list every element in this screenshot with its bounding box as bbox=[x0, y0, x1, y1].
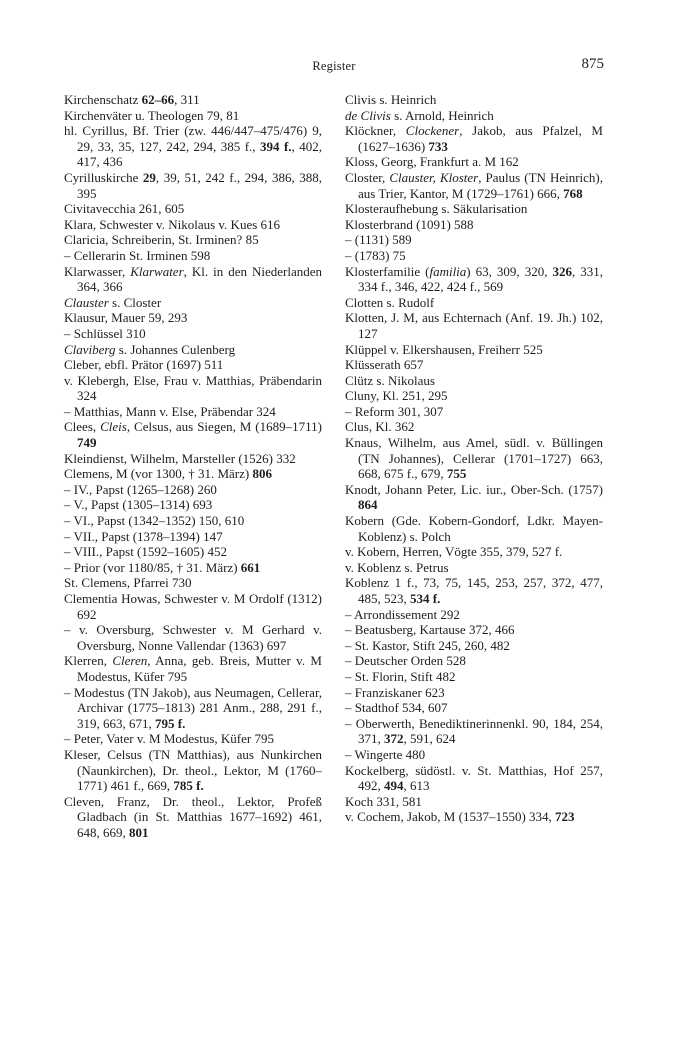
entry-text: , 311 bbox=[174, 92, 200, 107]
index-entry bbox=[345, 716, 603, 747]
entry-text: – Arrondissement 292 bbox=[345, 606, 460, 622]
entry-text: , Celsus, aus Siegen, M (1689–1711) bbox=[126, 419, 322, 435]
index-entry bbox=[64, 326, 322, 342]
entry-text: Clütz s. Nikolaus bbox=[345, 372, 435, 388]
entry-text: – Schlüssel 310 bbox=[64, 325, 146, 341]
entry-text: v. Kobern, Herren, Vögte 355, 379, 527 f. bbox=[345, 544, 563, 560]
entry-text: , 331, 334 f., 346, 422, 424 f., 569 bbox=[358, 263, 604, 295]
index-entry bbox=[345, 123, 603, 154]
entry-text: v. Cochem, Jakob, M (1537–1550) 334, bbox=[345, 809, 556, 825]
entry-text: Knodt, Johann Peter, Lic. iur., Ober-Sch. (1757) bbox=[345, 481, 603, 497]
entry-text: Kleser, Celsus (TN Matthias), aus Nunkirchen (Naunkirchen), Dr. theol., Lektor, M (1760–1771) 461 f., 669, bbox=[64, 746, 322, 794]
entry-text: – Peter, Vater v. M Modestus, Küfer 795 bbox=[64, 731, 274, 747]
entry-text: – VI., Papst (1342–1352) 150, 610 bbox=[64, 513, 245, 529]
entry-text: Cluny, Kl. 251, 295 bbox=[345, 388, 448, 404]
index-entry bbox=[345, 232, 603, 248]
index-entry bbox=[64, 747, 322, 794]
index-entry bbox=[345, 809, 603, 825]
entry-text: , 591, 624 bbox=[403, 731, 456, 747]
entry-text: – (1131) 589 bbox=[345, 232, 412, 248]
main-reference: 326 bbox=[552, 263, 572, 279]
entry-text: hl. Cyrillus, Bf. Trier (zw. 446/447–475/476) 9, 29, 33, 35, 127, 242, 294, 385 f., bbox=[64, 123, 322, 154]
index-entry bbox=[64, 357, 322, 373]
entry-text: Closter, bbox=[345, 169, 390, 185]
entry-text: Klara, Schwester v. Nikolaus v. Kues 616 bbox=[64, 216, 281, 232]
index-entry bbox=[345, 435, 603, 482]
index-entry bbox=[64, 591, 322, 622]
index-entry bbox=[345, 638, 603, 654]
index-entry bbox=[64, 497, 322, 513]
entry-text: Clemens, M (vor 1300, † 31. März) bbox=[64, 466, 253, 482]
main-reference: 534 f. bbox=[410, 591, 441, 606]
index-entry bbox=[64, 217, 322, 233]
entry-text: , Anna, geb. Breis, Mutter v. M Modestus, Küfer 795 bbox=[77, 653, 322, 684]
variant-spelling: Clockener bbox=[405, 123, 460, 139]
index-entry bbox=[345, 794, 603, 810]
index-entry bbox=[345, 513, 603, 544]
index-entry bbox=[345, 310, 603, 341]
main-reference: 768 bbox=[563, 185, 583, 201]
index-entry bbox=[345, 264, 603, 295]
page-header bbox=[64, 56, 604, 80]
index-column-left bbox=[64, 92, 322, 841]
index-entry bbox=[345, 170, 603, 201]
index-entry bbox=[345, 482, 603, 513]
entry-text: – Stadthof 534, 607 bbox=[345, 700, 448, 716]
entry-text: – V., Papst (1305–1314) 693 bbox=[64, 497, 213, 513]
page-number: 875 bbox=[581, 56, 604, 72]
index-entry bbox=[64, 466, 322, 482]
entry-text: Cleber, ebfl. Prätor (1697) 511 bbox=[64, 357, 224, 373]
index-entry bbox=[64, 622, 322, 653]
index-entry bbox=[64, 731, 322, 747]
index-entry bbox=[64, 92, 322, 108]
index-entry bbox=[345, 388, 603, 404]
entry-text: Klosteraufhebung s. Säkularisation bbox=[345, 201, 528, 217]
entry-text: Klüppel v. Elkershausen, Freiherr 525 bbox=[345, 341, 543, 357]
entry-text: Clus, Kl. 362 bbox=[345, 419, 415, 435]
entry-text: s. Closter bbox=[108, 294, 162, 310]
variant-spelling: de Clivis bbox=[345, 107, 391, 123]
entry-text: – v. Oversburg, Schwester v. M Gerhard v. Oversburg, Nonne Vallendar (1363) 697 bbox=[64, 622, 322, 653]
entry-text: – Matthias, Mann v. Else, Präbendar 324 bbox=[64, 403, 276, 419]
entry-text: – Franziskaner 623 bbox=[345, 684, 445, 700]
entry-text: – (1783) 75 bbox=[345, 247, 406, 263]
index-entry bbox=[345, 295, 603, 311]
index-entry bbox=[64, 342, 322, 358]
entry-text: Claricia, Schreiberin, St. Irminen? 85 bbox=[64, 232, 259, 248]
entry-text: – IV., Papst (1265–1268) 260 bbox=[64, 481, 217, 497]
entry-text: – Oberwerth, Benediktinerinnenkl. 90, 184, 254, 371, bbox=[345, 715, 603, 747]
entry-text: Klüsserath 657 bbox=[345, 357, 424, 373]
entry-text: – Modestus (TN Jakob), aus Neumagen, Cellerar, Archivar (1775–1813) 281 Anm., 288, 291 f., 319, 663, 671, bbox=[64, 684, 322, 731]
entry-text: v. Koblenz s. Petrus bbox=[345, 559, 449, 575]
index-entry bbox=[345, 607, 603, 623]
index-entry bbox=[64, 123, 322, 170]
index-entry bbox=[345, 342, 603, 358]
main-reference: 755 bbox=[446, 466, 467, 482]
entry-text: Kobern (Gde. Kobern-Gondorf, Ldkr. Mayen-Koblenz) s. Polch bbox=[345, 513, 603, 544]
index-entry bbox=[64, 529, 322, 545]
entry-text: Clivis s. Heinrich bbox=[345, 92, 437, 107]
entry-text: Kloss, Georg, Frankfurt a. M 162 bbox=[345, 154, 519, 170]
entry-text: Clementia Howas, Schwester v. M Ordolf (1312) 692 bbox=[64, 591, 322, 622]
entry-text: – Beatusberg, Kartause 372, 466 bbox=[345, 622, 515, 638]
index-entry bbox=[64, 451, 322, 467]
index-entry bbox=[345, 622, 603, 638]
index-entry bbox=[64, 108, 322, 124]
index-entry bbox=[345, 560, 603, 576]
index-entry bbox=[345, 108, 603, 124]
entry-text: , Kl. in den Niederlanden 364, 366 bbox=[77, 263, 322, 295]
entry-text: , 613 bbox=[403, 778, 430, 794]
entry-text: v. Klebergh, Else, Frau v. Matthias, Präbendarin 324 bbox=[64, 372, 322, 404]
entry-text: s. Arnold, Heinrich bbox=[390, 107, 494, 123]
main-reference: 494 bbox=[384, 778, 404, 794]
index-entry bbox=[345, 669, 603, 685]
main-reference: 661 bbox=[240, 559, 261, 575]
variant-spelling: Klarwater bbox=[130, 263, 184, 279]
index-entry bbox=[345, 92, 603, 108]
entry-text: – Reform 301, 307 bbox=[345, 403, 444, 419]
entry-text: Klerren, bbox=[64, 653, 113, 669]
main-reference: 749 bbox=[77, 435, 97, 451]
entry-text: Klarwasser, bbox=[64, 263, 131, 279]
variant-spelling: Cleren bbox=[112, 653, 148, 669]
index-entry bbox=[64, 560, 322, 576]
main-reference: 733 bbox=[428, 138, 448, 154]
entry-text: – Cellerarin St. Irminen 598 bbox=[64, 247, 211, 263]
index-entry bbox=[345, 685, 603, 701]
index-entry bbox=[64, 653, 322, 684]
index-entry bbox=[345, 763, 603, 794]
main-reference: 864 bbox=[358, 497, 378, 513]
index-entry bbox=[64, 419, 322, 450]
entry-text: – VII., Papst (1378–1394) 147 bbox=[64, 528, 223, 544]
entry-text: Kockelberg, südöstl. v. St. Matthias, Hof 257, 492, bbox=[345, 762, 603, 794]
index-entry bbox=[64, 575, 322, 591]
main-reference: 723 bbox=[555, 809, 575, 825]
index-entry bbox=[64, 544, 322, 560]
index-entry bbox=[345, 373, 603, 389]
entry-text: – Deutscher Orden 528 bbox=[345, 653, 466, 669]
entry-text: s. Johannes Culenberg bbox=[115, 341, 236, 357]
index-entry bbox=[345, 217, 603, 233]
entry-text: – St. Florin, Stift 482 bbox=[345, 668, 456, 684]
index-entry bbox=[64, 404, 322, 420]
entry-text: Koch 331, 581 bbox=[345, 793, 422, 809]
main-reference: 62–66 bbox=[141, 92, 175, 107]
entry-text: Koblenz 1 f., 73, 75, 145, 253, 257, 372, 477, 485, 523, bbox=[345, 575, 603, 606]
entry-text: – VIII., Papst (1592–1605) 452 bbox=[64, 544, 227, 560]
index-entry bbox=[64, 264, 322, 295]
main-reference: 806 bbox=[252, 466, 272, 482]
main-reference: 394 f. bbox=[259, 138, 292, 154]
entry-text: , Paulus (TN Heinrich), aus Trier, Kantor, M (1729–1761) 666, bbox=[358, 169, 604, 201]
index-entry bbox=[64, 373, 322, 404]
entry-text: Klosterbrand (1091) 588 bbox=[345, 216, 474, 232]
variant-spelling: Clauster, Kloster bbox=[389, 169, 479, 185]
variant-spelling: Clauster bbox=[64, 294, 109, 310]
entry-text: – Prior (vor 1180/85, † 31. März) bbox=[64, 559, 241, 575]
running-title: Register bbox=[312, 59, 356, 73]
index-entry bbox=[345, 575, 603, 606]
entry-text: , Jakob, aus Pfalzel, M (1627–1636) bbox=[358, 123, 603, 154]
entry-text: Cleven, Franz, Dr. theol., Lektor, Profeß Gladbach (in St. Matthias 1677–1692) 461, 648, 669, bbox=[64, 793, 322, 840]
index-entry bbox=[64, 310, 322, 326]
entry-text: St. Clemens, Pfarrei 730 bbox=[64, 575, 192, 591]
entry-text: – Wingerte 480 bbox=[345, 746, 426, 762]
index-entry bbox=[345, 419, 603, 435]
index-entry bbox=[64, 170, 322, 201]
index-entry bbox=[345, 154, 603, 170]
entry-text: , 402, 417, 436 bbox=[77, 138, 322, 170]
index-entry bbox=[345, 544, 603, 560]
main-reference: 801 bbox=[129, 824, 149, 840]
index-entry bbox=[64, 513, 322, 529]
index-column-right bbox=[345, 92, 603, 825]
entry-text: ) 63, 309, 320, bbox=[466, 263, 553, 279]
variant-spelling: Cleis bbox=[100, 419, 127, 435]
main-reference: 785 f. bbox=[173, 778, 204, 794]
index-entry bbox=[345, 747, 603, 763]
entry-text: Knaus, Wilhelm, aus Amel, südl. v. Büllingen (TN Johannes), Cellerar (1701–1727) 663, 668, 675 f., 679, bbox=[345, 435, 603, 482]
index-entry bbox=[64, 232, 322, 248]
entry-text: Klausur, Mauer 59, 293 bbox=[64, 310, 188, 326]
entry-text: Klöckner, bbox=[345, 123, 406, 139]
index-entry bbox=[64, 201, 322, 217]
index-entry bbox=[345, 201, 603, 217]
index-entry bbox=[64, 248, 322, 264]
entry-text: Kirchenschatz bbox=[64, 92, 142, 107]
entry-text: Kirchenväter u. Theologen 79, 81 bbox=[64, 107, 240, 123]
main-reference: 29 bbox=[142, 169, 156, 185]
entry-text: Klotten, J. M, aus Echternach (Anf. 19. Jh.) 102, 127 bbox=[345, 310, 603, 341]
index-entry bbox=[345, 700, 603, 716]
entry-text: Cyrilluskirche bbox=[64, 169, 143, 185]
index-entry bbox=[64, 295, 322, 311]
main-reference: 372 bbox=[384, 731, 404, 747]
variant-spelling: familia bbox=[429, 263, 467, 279]
main-reference: 795 f. bbox=[155, 715, 186, 731]
entry-text: Clotten s. Rudolf bbox=[345, 294, 435, 310]
entry-text: , 39, 51, 242 f., 294, 386, 388, 395 bbox=[77, 169, 322, 201]
entry-text: – St. Kastor, Stift 245, 260, 482 bbox=[345, 637, 510, 653]
index-entry bbox=[64, 482, 322, 498]
entry-text: Civitavecchia 261, 605 bbox=[64, 201, 185, 217]
index-entry bbox=[345, 404, 603, 420]
index-entry bbox=[345, 357, 603, 373]
variant-spelling: Claviberg bbox=[64, 341, 116, 357]
entry-text: Clees, bbox=[64, 419, 101, 435]
index-entry bbox=[64, 794, 322, 841]
index-entry bbox=[64, 685, 322, 732]
index-entry bbox=[345, 653, 603, 669]
index-entry bbox=[345, 248, 603, 264]
entry-text: Kleindienst, Wilhelm, Marsteller (1526) 332 bbox=[64, 450, 296, 466]
entry-text: Klosterfamilie ( bbox=[345, 263, 430, 279]
